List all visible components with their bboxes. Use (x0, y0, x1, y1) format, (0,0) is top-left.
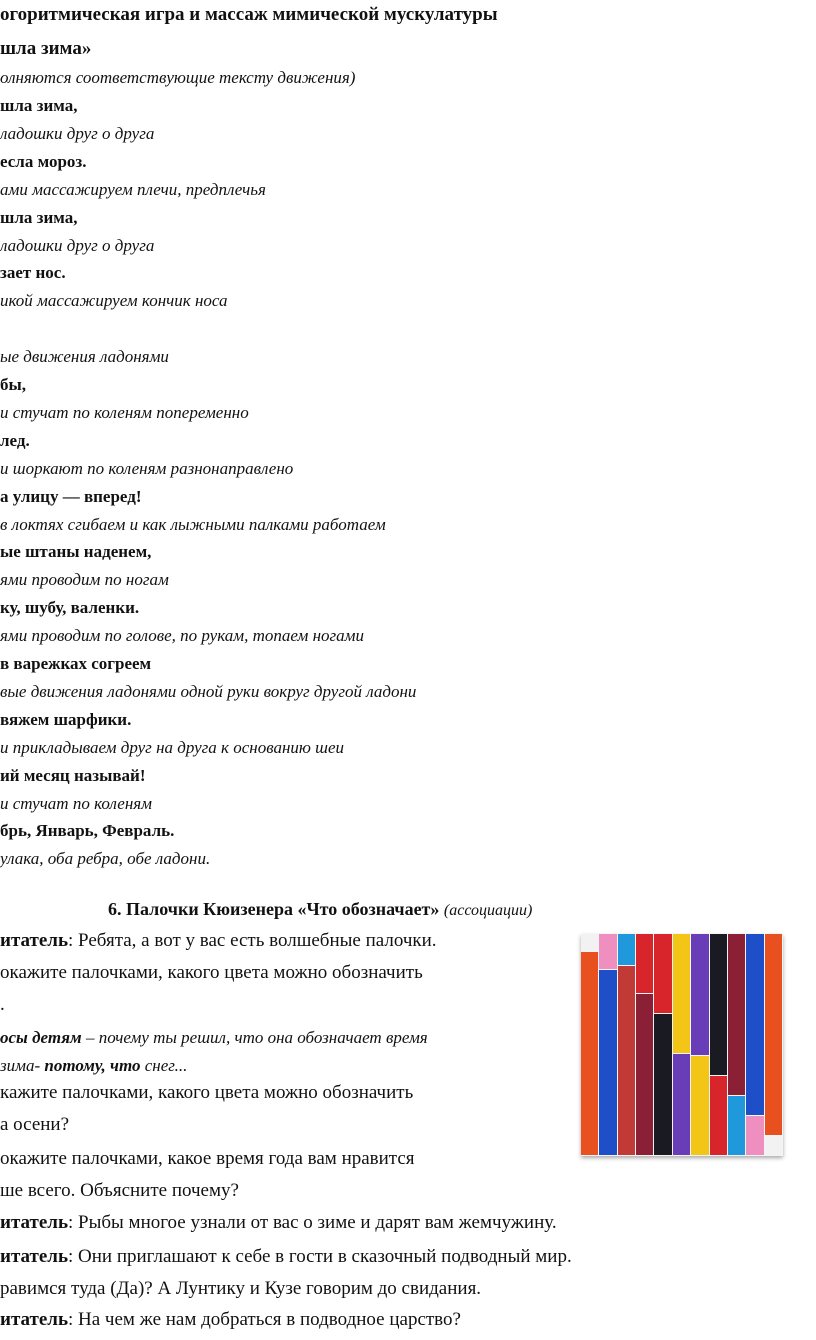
paragraph-teacher-4 (0, 1309, 461, 1331)
role-label: итатель (0, 1309, 68, 1330)
paragraph-text: – почему ты решил, что она обозначает время (81, 1028, 428, 1047)
rod-black (654, 1014, 671, 1155)
paragraph-text: снег... (140, 1056, 188, 1075)
poem-movement-line: ями проводим по ногам (0, 570, 169, 590)
poem-movement-line: и стучат по коленям (0, 793, 153, 813)
poem-movement-line: ладошки друг о друга (0, 235, 155, 255)
cuisenaire-rods-photo (581, 934, 783, 1156)
rod-maroon (636, 994, 653, 1155)
role-label: итатель (0, 1246, 68, 1267)
section-aside: (ассоциации) (443, 902, 533, 919)
paragraph-questions (0, 1028, 428, 1048)
poem-verse-line: а улицу — вперед! (0, 486, 142, 506)
paragraph-line: окажите палочками, какое время года вам нравится (0, 1148, 415, 1169)
role-label: итатель (0, 930, 68, 951)
rod-red (636, 934, 653, 993)
rod-pink (746, 1116, 763, 1155)
poem-verse-line: шла зима, (0, 207, 78, 227)
poem-movement-line: улака, оба ребра, обе ладони. (0, 849, 211, 869)
poem-movement-line: икой массажируем кончик носа (0, 291, 228, 311)
rod-cyan (618, 934, 635, 965)
poem-verse-line: брь, Январь, Февраль. (0, 821, 175, 841)
poem-movement-line: ами массажируем плечи, предплечья (0, 179, 266, 199)
role-label: итатель (0, 1212, 68, 1233)
poem-verse-line: шла зима, (0, 96, 78, 115)
instructions-note: олняются соответствующие тексту движения) (0, 68, 356, 87)
poem-verse-line: бы, (0, 375, 27, 394)
paragraph-text: : На чем же нам добраться в подводное царство? (68, 1309, 461, 1330)
rod-purple (673, 1054, 690, 1155)
rod-blue (599, 970, 616, 1155)
poem-movement-line: и шоркают по коленям разнонаправлено (0, 458, 294, 478)
rod-orange (765, 934, 782, 1135)
answer-label: потому, что (44, 1056, 141, 1075)
poem-movement-line: и прикладываем друг на друга к основанию шеи (0, 737, 345, 757)
rod-purple (691, 934, 708, 1055)
rod-pink (599, 934, 616, 969)
poem-movement-line: ые движения ладонями (0, 347, 169, 367)
game-title: шла зима» (0, 38, 92, 59)
poem-movement-line: ями проводим по голове, по рукам, топаем ногами (0, 626, 364, 646)
paragraph-line: ше всего. Объясните почему? (0, 1180, 239, 1201)
rod-orange (581, 952, 598, 1155)
rod-white (765, 1136, 782, 1155)
poem-verse-line: в варежках согреем (0, 654, 152, 673)
page-title: огоритмическая игра и массаж мимической мускулатуры (0, 4, 498, 25)
poem-movement-line: и стучат по коленям попеременно (0, 402, 249, 422)
paragraph-answer (0, 1056, 187, 1076)
paragraph-teacher-3 (0, 1246, 572, 1268)
rod-red (710, 1076, 727, 1155)
poem-verse-line: ий месяц называй! (0, 765, 146, 785)
rod-cyan (728, 1096, 745, 1155)
poem-verse-line: вяжем шарфики. (0, 709, 132, 729)
paragraph-text: : Рыбы многое узнали от вас о зиме и дарят вам жемчужину. (68, 1212, 557, 1233)
rod-maroon (728, 934, 745, 1095)
section-heading: 6. Палочки Кюизенера «Что обозначает» (108, 899, 440, 919)
rod-yellow (673, 934, 690, 1053)
paragraph-line: кажите палочками, какого цвета можно обозначить (0, 1082, 414, 1103)
rod-blue (746, 934, 763, 1115)
paragraph-text: : Ребята, а вот у вас есть волшебные палочки. (68, 930, 437, 951)
poem-verse-line: ку, шубу, валенки. (0, 598, 140, 618)
rod-white (581, 934, 598, 951)
poem-movement-line: в локтях сгибаем и как лыжными палками работаем (0, 514, 386, 534)
poem-movement-line: вые движения ладонями одной руки вокруг другой ладони (0, 681, 417, 701)
paragraph-line: . (0, 994, 5, 1015)
poem-verse-line: зает нос. (0, 263, 66, 283)
paragraph-line: равимся туда (Да)? А Лунтику и Кузе говорим до свидания. (0, 1278, 482, 1299)
poem-verse-line: есла мороз. (0, 151, 87, 171)
poem-verse-line: лед. (0, 430, 30, 450)
rod-yellow (691, 1056, 708, 1155)
paragraph-teacher-2 (0, 1212, 557, 1234)
rod-black (710, 934, 727, 1075)
paragraph-text: зима- (0, 1056, 45, 1075)
rod-green (618, 966, 635, 1155)
paragraph-line: а осени? (0, 1114, 70, 1135)
questions-label: осы детям (0, 1028, 82, 1047)
poem-movement-line: ладошки друг о друга (0, 123, 155, 143)
paragraph-teacher-1 (0, 930, 437, 952)
rod-red (654, 934, 671, 1013)
paragraph-line: окажите палочками, какого цвета можно обозначить (0, 962, 423, 983)
paragraph-text: : Они приглашают к себе в гости в сказочный подводный мир. (68, 1246, 572, 1267)
section-title (108, 899, 532, 920)
poem-verse-line: ые штаны наденем, (0, 542, 152, 562)
